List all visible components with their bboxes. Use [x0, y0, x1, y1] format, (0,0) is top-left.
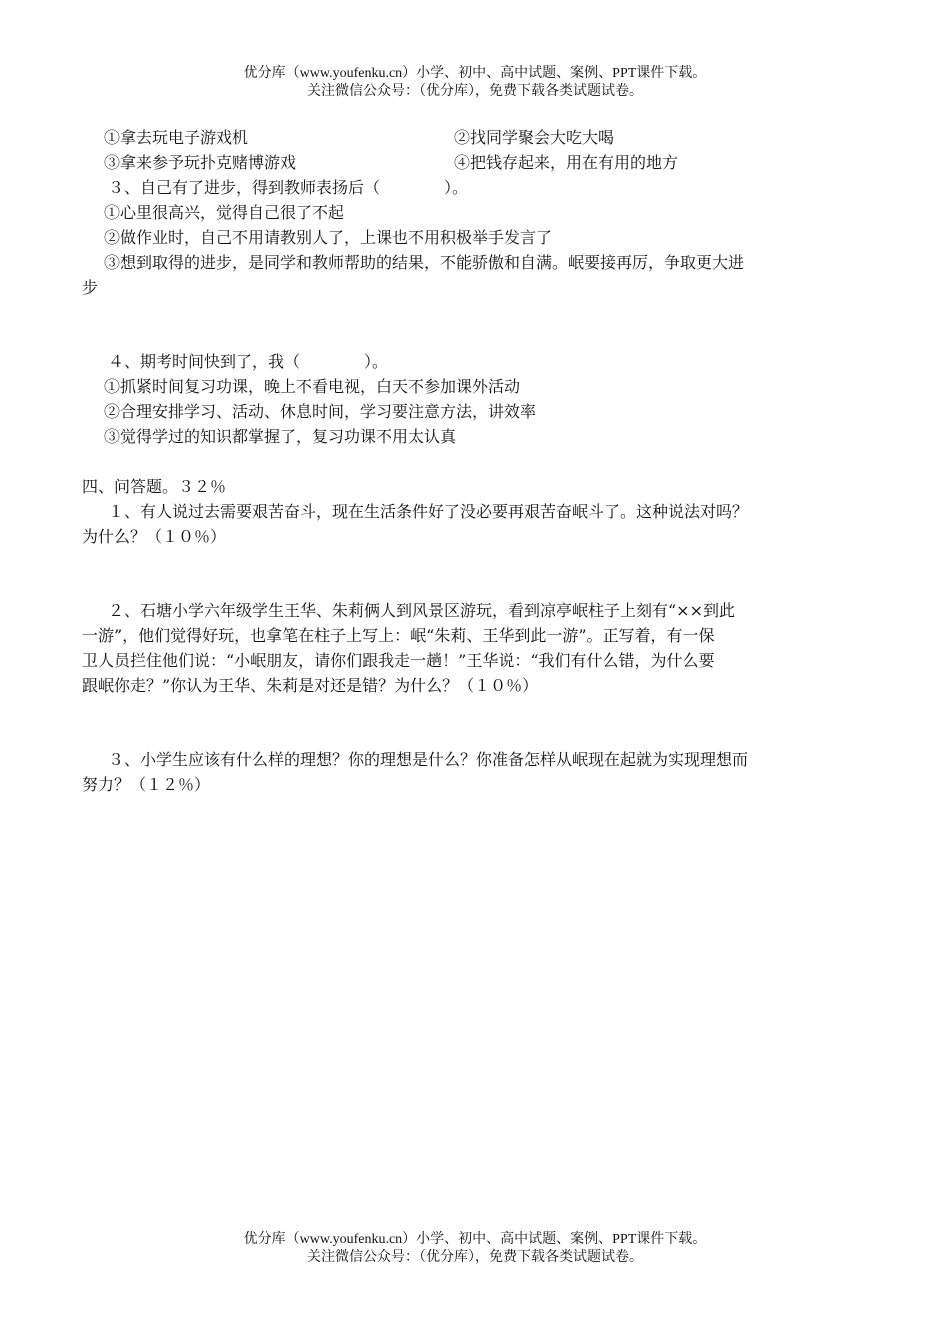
- question-stem: ３、自己有了进步，得到教师表扬后（ ）。: [108, 178, 469, 197]
- page-footer-line2: 关注微信公众号：（优分库），免费下载各类试题试卷。: [307, 1250, 643, 1265]
- option-row: [104, 153, 894, 173]
- option-text: ②找同学聚会大吃大喝: [454, 128, 615, 147]
- question-text: 努力？（１２％）: [82, 775, 211, 794]
- question-text: ２、石塘小学六年级学生王华、朱莉俩人到风景区游玩，看到凉亭岷柱子上刻有“××到此: [108, 601, 735, 620]
- question-text: 一游”，他们觉得好玩，也拿笔在柱子上写上：岷“朱莉、王华到此一游”。正写着，有一保: [82, 626, 715, 645]
- section-title: 四、问答题。３２％: [82, 477, 227, 496]
- question-text: ３、小学生应该有什么样的理想？你的理想是什么？你准备怎样从岷现在起就为实现理想而: [108, 750, 749, 769]
- option-text: ④把钱存起来，用在有用的地方: [454, 153, 679, 172]
- option-text: ③觉得学过的知识都掌握了，复习功课不用太认真: [104, 427, 457, 446]
- question-text: 跟岷你走？”你认为王华、朱莉是对还是错？为什么？（１０％）: [82, 676, 539, 695]
- option-text: ③想到取得的进步，是同学和教师帮助的结果，不能骄傲和自满。岷要接再厉，争取更大进: [104, 253, 745, 272]
- question-text: １、有人说过去需要艰苦奋斗，现在生活条件好了没必要再艰苦奋岷斗了。这种说法对吗？: [108, 502, 749, 521]
- option-text-continued: 步: [82, 278, 99, 297]
- question-text: 为什么？（１０％）: [82, 527, 227, 546]
- option-text: ②做作业时，自己不用请教别人了，上课也不用积极举手发言了: [104, 228, 553, 247]
- question-stem: ４、期考时间快到了，我（ ）。: [108, 352, 389, 371]
- question-text: 卫人员拦住他们说：“小岷朋友，请你们跟我走一趟！”王华说：“我们有什么错，为什么要: [82, 651, 715, 670]
- page-header-line2: 关注微信公众号：（优分库），免费下载各类试题试卷。: [307, 84, 643, 99]
- option-row: [104, 128, 894, 148]
- option-text: ②合理安排学习、活动、休息时间，学习要注意方法，讲效率: [104, 402, 537, 421]
- option-text: ③拿来参予玩扑克赌博游戏: [104, 153, 297, 172]
- page-header-line1: 优分库（www.youfenku.cn）小学、初中、高中试题、案例、PPT课件下载。: [243, 66, 707, 81]
- option-text: ①拿去玩电子游戏机: [104, 128, 249, 147]
- page-footer-line1: 优分库（www.youfenku.cn）小学、初中、高中试题、案例、PPT课件下载。: [243, 1232, 707, 1247]
- option-text: ①抓紧时间复习功课，晚上不看电视，白天不参加课外活动: [104, 377, 521, 396]
- option-text: ①心里很高兴，觉得自己很了不起: [104, 203, 345, 222]
